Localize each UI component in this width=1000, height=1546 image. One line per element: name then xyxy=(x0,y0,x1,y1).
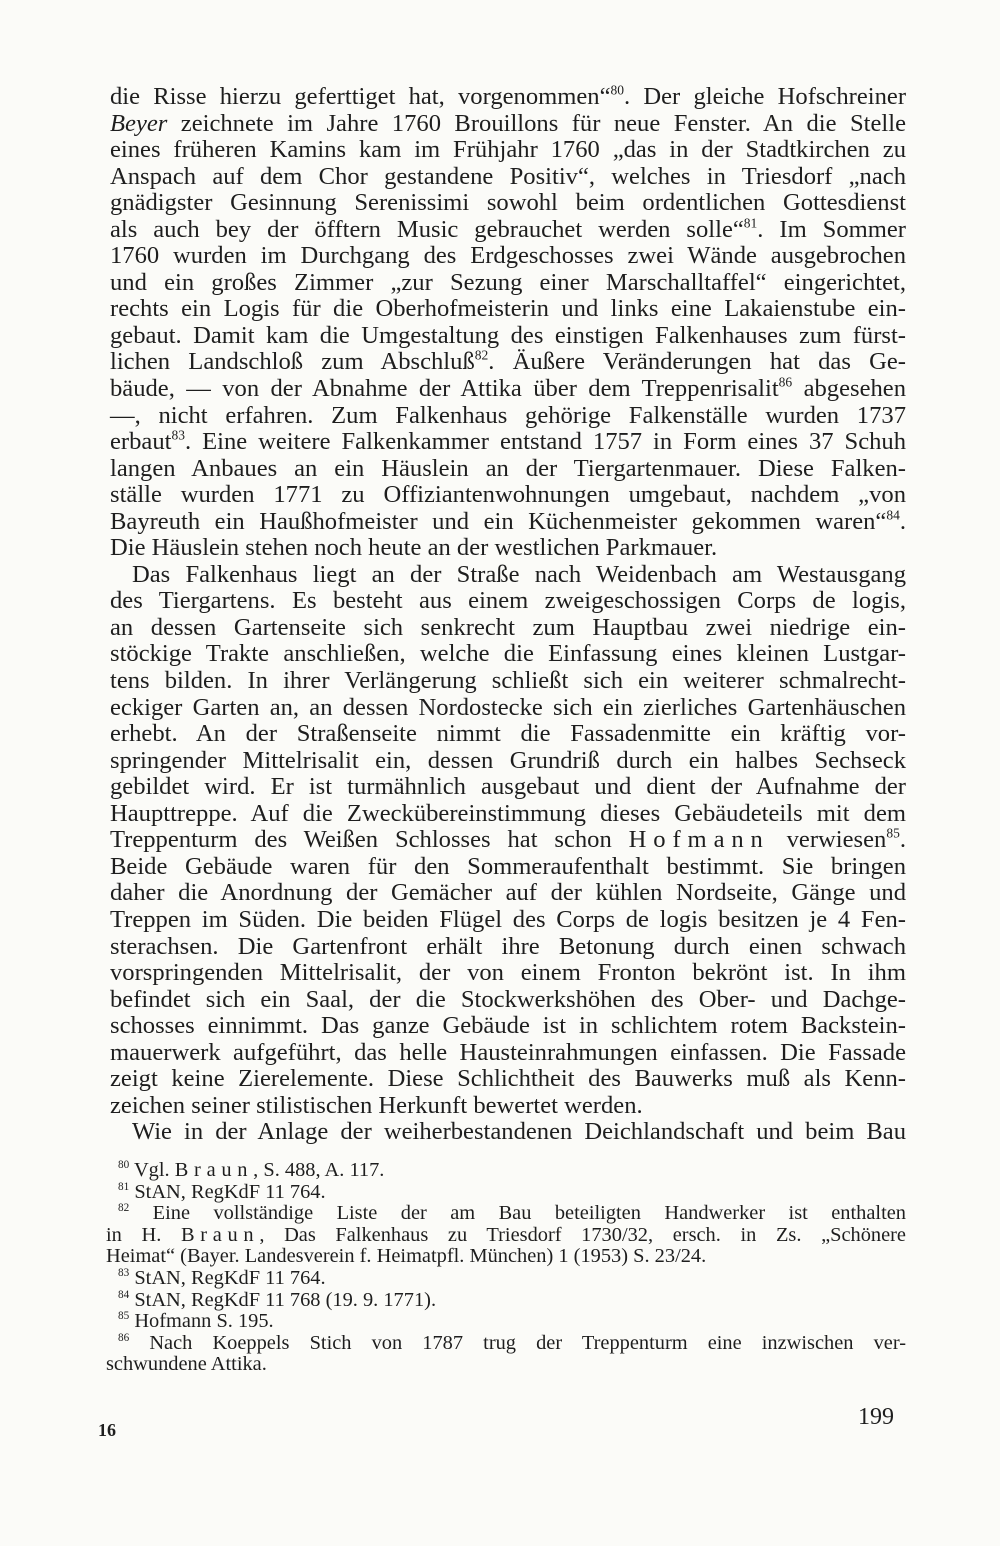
text-line: springender Mittelrisalit ein, dessen Grundriß durch ein halbes Sechseck xyxy=(110,746,906,774)
footnote-82: $^{82}$ Eine vollständige Liste der am Bau beteiligten Handwerker ist enthalten xyxy=(118,1202,906,1225)
footnote-82-cont: in H. Braun, Das Falkenhaus zu Triesdorf 1730/32, ersch. in Zs. „Schönere xyxy=(106,1223,906,1246)
text-line: Treppenturm des Weißen Schlosses hat schon Hofmann verwiesen$^{85}$. xyxy=(110,825,906,854)
footnote-86-cont: schwundene Attika. xyxy=(106,1353,267,1376)
text-line: sterachsen. Die Gartenfront erhält ihre Betonung durch einen schwach xyxy=(110,932,906,960)
footnote-84: $^{84}$ StAN, RegKdF 11 768 (19. 9. 1771). xyxy=(118,1288,437,1311)
text-line: gnädigster Gesinnung Serenissimi sowohl beim ordentlichen Gottesdienst xyxy=(110,189,906,217)
text-line: zeigt keine Zierelemente. Diese Schlichtheit des Bauwerks muß als Kenn- xyxy=(110,1065,906,1093)
text-line: erbaut$^{83}$. Eine weitere Falkenkammer entstand 1757 in Form eines 37 Schuh xyxy=(110,427,906,456)
footnote-ref: 80 xyxy=(610,82,625,98)
text-line: vorspringenden Mittelrisalit, der von einem Fronton bekrönt ist. In ihm xyxy=(110,959,906,987)
text-line: tens bilden. In ihrer Verlängerung schließt sich ein weiterer schmalrecht- xyxy=(110,667,906,695)
footnote-83: $^{83}$ StAN, RegKdF 11 764. xyxy=(118,1266,326,1289)
text-line: die Risse hierzu geferttiget hat, vorgenommen“$^{80}$. Der gleiche Hofschreiner xyxy=(110,82,907,110)
main-text xyxy=(110,84,906,1146)
signature-mark: 16 xyxy=(98,1420,116,1440)
text-line: befindet sich ein Saal, der die Stockwerkshöhen des Ober- und Dachge- xyxy=(110,985,906,1013)
footnote-ref: 82 xyxy=(474,348,489,363)
text-line: als auch bey der öfftern Music gebrauchet werden solle“$^{81}$. Im Sommer xyxy=(110,215,906,243)
spaced-name: Hofmann xyxy=(628,826,770,854)
text-line: daher die Anordnung der Gemächer auf der kühlen Nordseite, Gänge und xyxy=(110,879,906,907)
text-line: Anspach auf dem Chor gestandene Positiv“, welches in Triesdorf „nach xyxy=(110,162,906,190)
footnote-85: $^{85}$ Hofmann S. 195. xyxy=(118,1310,274,1333)
text-line: ställe wurden 1771 zu Offiziantenwohnungen umgebaut, nachdem „von xyxy=(110,481,906,509)
text-line: —, nicht erfahren. Zum Falkenhaus gehörige Falkenställe wurden 1737 xyxy=(110,401,906,429)
footnote-81: $^{81}$ StAN, RegKdF 11 764. xyxy=(118,1180,326,1203)
footnote-86: $^{86}$ Nach Koeppels Stich von 1787 trug der Treppenturm eine inzwischen ver- xyxy=(118,1331,906,1354)
text-line: lichen Landschloß zum Abschluß$^{82}$. Äußere Veränderungen hat das Ge- xyxy=(110,348,906,376)
emphasis-name: Beyer xyxy=(110,109,168,137)
text-line: erhebt. An der Straßenseite nimmt die Fassadenmitte ein kräftig vor- xyxy=(110,720,906,748)
text-line: langen Anbaues an ein Häuslein an der Tiergartenmauer. Diese Falken- xyxy=(110,454,906,482)
footnote-ref: 84 xyxy=(886,507,900,523)
page-number: 199 xyxy=(858,1404,894,1430)
text-line: Wie in der Anlage der weiherbestandenen Deichlandschaft und beim Bau xyxy=(132,1118,906,1146)
text-line: Die Häuslein stehen noch heute an der westlichen Parkmauer. xyxy=(110,534,718,562)
text-line: an dessen Gartenseite sich senkrecht zum Hauptbau zwei niedrige ein- xyxy=(110,613,906,641)
text-line: Beide Gebäude waren für den Sommeraufenthalt bestimmt. Sie bringen xyxy=(110,852,906,880)
text-line: rechts ein Logis für die Oberhofmeisterin und links eine Lakaienstube ein- xyxy=(110,295,906,323)
text-line: gebildet wird. Er ist turmähnlich ausgebaut und dient der Aufnahme der xyxy=(110,773,906,801)
text-line: gebaut. Damit kam die Umgestaltung des einstigen Falkenhauses zum fürst- xyxy=(110,321,906,349)
text-line: des Tiergartens. Es besteht aus einem zweigeschossigen Corps de logis, xyxy=(110,587,906,615)
text-line: Haupttreppe. Auf die Zweckübereinstimmung dieses Gebäudeteils mit dem xyxy=(110,799,906,827)
footnote-ref: 86 xyxy=(778,374,793,390)
text-line: Beyer zeichnete im Jahre 1760 Brouillons für neue Fenster. An die Stelle xyxy=(110,109,906,137)
footnote-ref: 83 xyxy=(171,427,185,443)
text-line: 1760 wurden im Durchgang des Erdgeschosses zwei Wände ausgebrochen xyxy=(110,242,906,270)
footnotes xyxy=(106,1160,906,1376)
footnote-82-cont: Heimat“ (Bayer. Landesverein f. Heimatpfl. München) 1 (1953) S. 23/24. xyxy=(106,1245,707,1268)
text-line: stöckige Trakte anschließen, welche die Einfassung eines kleinen Lustgar- xyxy=(110,640,906,668)
text-line: eckiger Garten an, an dessen Nordostecke sich ein zierliches Gartenhäuschen xyxy=(110,693,906,721)
text-line: und ein großes Zimmer „zur Sezung einer Marschalltaffel“ eingerichtet, xyxy=(110,268,906,296)
text-line: mauerwerk aufgeführt, das helle Hausteinrahmungen einfassen. Die Fassade xyxy=(110,1038,906,1066)
text-line: zeichen seiner stilistischen Herkunft bewertet werden. xyxy=(110,1091,643,1119)
text-line: Das Falkenhaus liegt an der Straße nach Weidenbach am Westausgang xyxy=(132,560,906,588)
text-line: bäude, — von der Abnahme der Attika über dem Treppenrisalit$^{86}$ abgesehen xyxy=(110,374,906,403)
text-line: eines früheren Kamins kam im Frühjahr 1760 „das in der Stadtkirchen zu xyxy=(110,136,906,164)
footnote-80: $^{80}$ Vgl. Braun, S. 488, A. 117. xyxy=(118,1159,385,1181)
text-line: Bayreuth ein Haußhofmeister und ein Küchenmeister gekommen waren“$^{84}$. xyxy=(110,507,906,535)
footnote-ref: 81 xyxy=(743,215,758,231)
text-line: schosses einnimmt. Das ganze Gebäude ist in schlichtem rotem Backstein- xyxy=(110,1012,906,1040)
footnote-ref: 85 xyxy=(886,825,900,841)
text-line: Treppen im Süden. Die beiden Flügel des Corps de logis besitzen je 4 Fen- xyxy=(110,905,906,933)
